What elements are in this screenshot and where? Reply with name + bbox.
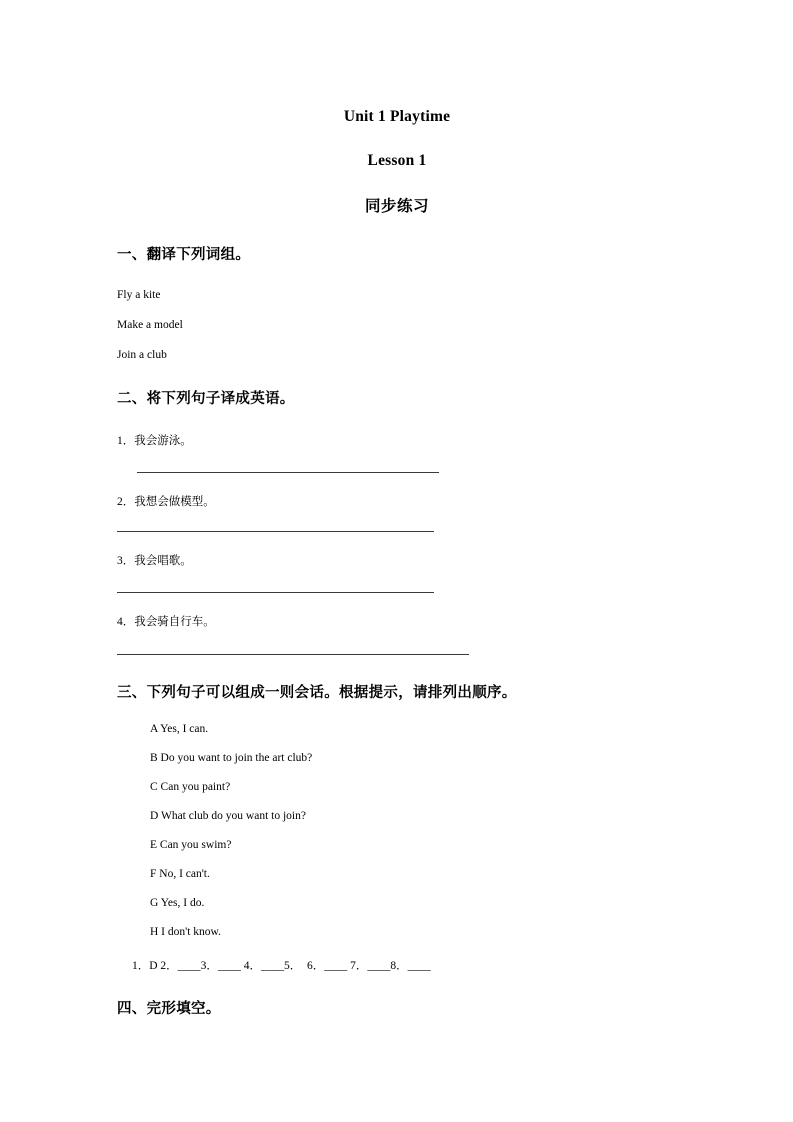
section-three-heading: 三、下列句子可以组成一则会话。根据提示，请排列出顺序。 (117, 685, 517, 701)
choice-item: C Can you paint? (150, 781, 231, 793)
phrase-item: Make a model (117, 319, 183, 331)
section-one-heading: 一、翻译下列词组。 (117, 247, 251, 263)
section-two-heading: 二、将下列句子译成英语。 (117, 391, 295, 407)
question-item: 1．我会游泳。 (117, 435, 192, 447)
choice-item: A Yes, I can. (150, 723, 209, 735)
choice-item: F No, I can't. (150, 868, 210, 880)
choice-item: D What club do you want to join? (150, 810, 306, 822)
question-item: 2．我想会做模型。 (117, 496, 215, 508)
question-item: 3．我会唱歌。 (117, 555, 192, 567)
ordering-answer-line[interactable]: 1．D 2．____3．____ 4．____5． 6．____ 7．____8．____ (132, 960, 431, 972)
phrase-item: Fly a kite (117, 289, 161, 301)
section-four-heading: 四、完形填空。 (117, 1001, 221, 1017)
choice-item: H I don't know. (150, 926, 221, 938)
choice-item: E Can you swim? (150, 839, 232, 851)
choice-item: G Yes, I do. (150, 897, 205, 909)
document-content (117, 0, 677, 1018)
phrase-item: Join a club (117, 349, 167, 361)
choice-item: B Do you want to join the art club? (150, 752, 313, 764)
document-subtitle-chinese: 同步练习 (364, 197, 429, 215)
document-subtitle: Lesson 1 (367, 152, 427, 169)
question-item: 4．我会骑自行车。 (117, 616, 215, 628)
document-title: Unit 1 Playtime (343, 108, 451, 125)
